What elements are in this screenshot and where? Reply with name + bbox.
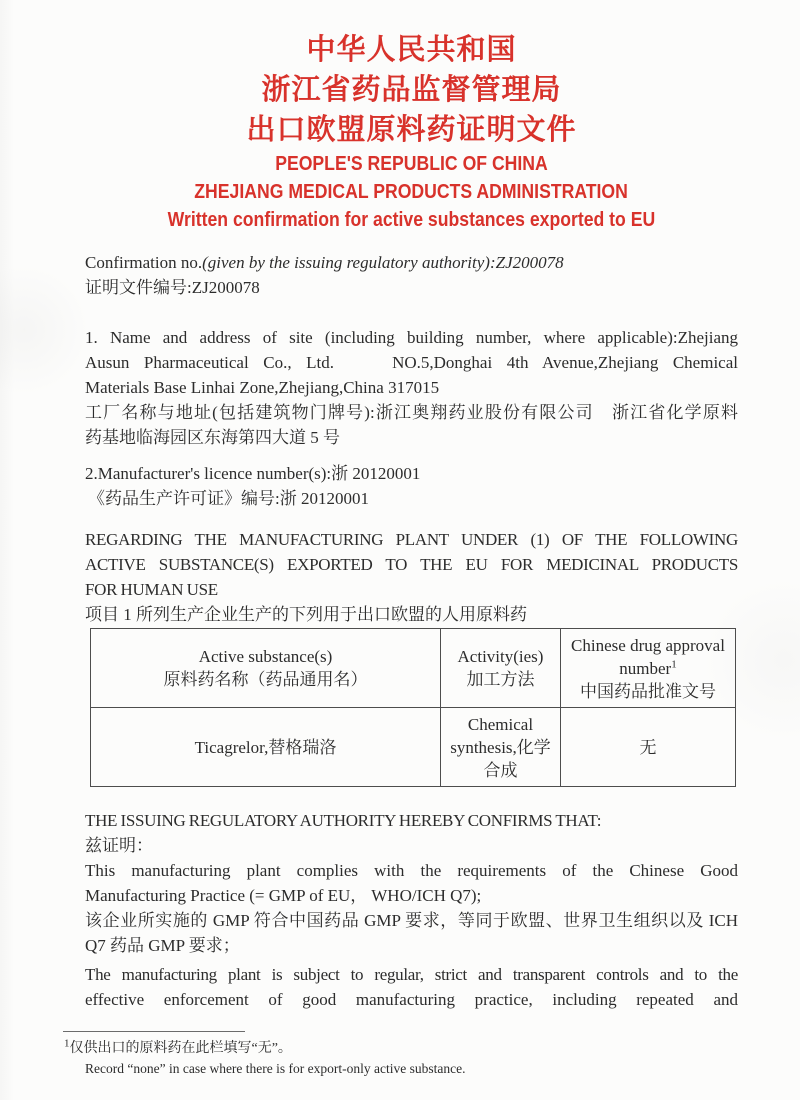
title-en-country: PEOPLE'S REPUBLIC OF CHINA bbox=[275, 152, 548, 175]
paragraph-line: ACTIVE SUBSTANCE(S) EXPORTED TO THE EU FOR MEDICINAL PRODUCTS bbox=[85, 555, 738, 574]
paragraph-line: 药基地临海园区东海第四大道 5 号 bbox=[85, 428, 340, 447]
confirmation-number-block bbox=[85, 250, 738, 300]
paragraph-line: Q7 药品 GMP 要求； bbox=[85, 936, 240, 955]
paragraph-line: This manufacturing plant complies with the requirements of the Chinese Good bbox=[85, 861, 738, 880]
footnote-marker: 1 bbox=[671, 657, 677, 670]
paragraph-line: Ausun Pharmaceutical Co., Ltd. NO.5,Donghai 4th Avenue,Zhejiang Chemical bbox=[85, 353, 738, 372]
regarding-statement bbox=[85, 527, 738, 627]
footnote-line-en: Record “none” in case where there is for export-only active substance. bbox=[85, 1061, 466, 1076]
licence-number-line-zh: 《药品生产许可证》编号:浙 20120001 bbox=[88, 489, 369, 508]
confirmation-number-line-en bbox=[85, 250, 738, 275]
cell-approval-number: 无 bbox=[561, 708, 736, 787]
table-row bbox=[91, 708, 736, 787]
section-1-site-name-address bbox=[85, 325, 738, 450]
confirmation-number-line-zh: 证明文件编号:ZJ200078 bbox=[85, 278, 260, 297]
substance-table bbox=[90, 628, 736, 787]
confirmation-value: :ZJ200078 bbox=[489, 253, 564, 272]
paragraph-line: 项目 1 所列生产企业生产的下列用于出口欧盟的人用原料药 bbox=[85, 605, 527, 624]
paragraph-line: REGARDING THE MANUFACTURING PLANT UNDER (1) OF THE FOLLOWING bbox=[85, 530, 738, 549]
cell-activity: Chemical synthesis,化学合成 bbox=[441, 708, 561, 787]
authority-confirmation-block bbox=[85, 808, 738, 958]
letterhead bbox=[85, 30, 738, 234]
title-zh-country: 中华人民共和国 bbox=[306, 34, 517, 66]
footnote-marker: 1 bbox=[64, 1037, 70, 1050]
section-2-licence-number bbox=[85, 461, 738, 511]
paragraph-line: 该企业所实施的 GMP 符合中国药品 GMP 要求，等同于欧盟、世界卫生组织以及 ICH bbox=[85, 911, 738, 930]
column-header-approval-number: Chinese drug approval number$^1$ 中国药品批准文号 bbox=[561, 629, 736, 708]
confirms-heading-zh: 兹证明： bbox=[85, 836, 153, 855]
confirmation-label: Confirmation no. bbox=[85, 253, 203, 272]
footnote-divider bbox=[63, 1031, 245, 1032]
paragraph-line: The manufacturing plant is subject to regular, strict and transparent controls and to the bbox=[85, 965, 738, 984]
controls-paragraph bbox=[85, 962, 738, 1012]
table-header-row bbox=[91, 629, 736, 708]
paragraph-line: 1. Name and address of site (including building number, where applicable):Zhejiang bbox=[85, 328, 738, 347]
column-header-active-substance: Active substance(s) 原料药名称（药品通用名） bbox=[91, 629, 441, 708]
title-zh-authority: 浙江省药品监督管理局 bbox=[261, 74, 562, 106]
paragraph-line: 工厂名称与地址(包括建筑物门牌号):浙江奥翔药业股份有限公司 浙江省化学原料 bbox=[85, 403, 738, 422]
paragraph-line: FOR HUMAN USE bbox=[85, 580, 218, 599]
cell-active-substance: Ticagrelor,替格瑞洛 bbox=[91, 708, 441, 787]
title-en-document: Written confirmation for active substances exported to EU bbox=[167, 208, 656, 231]
paragraph-line: Materials Base Linhai Zone,Zhejiang,China 317015 bbox=[85, 378, 440, 397]
confirmation-note: (given by the issuing regulatory authority) bbox=[202, 253, 490, 272]
confirms-heading-en: THE ISSUING REGULATORY AUTHORITY HEREBY CONFIRMS THAT: bbox=[85, 811, 602, 830]
paragraph-line: effective enforcement of good manufacturing practice, including repeated and bbox=[85, 990, 738, 1009]
footnote-line-zh: $^1$仅供出口的原料药在此栏填写“无”。 bbox=[64, 1037, 292, 1056]
title-zh-document: 出口欧盟原料药证明文件 bbox=[246, 114, 577, 146]
paragraph-line: Manufacturing Practice (= GMP of EU， WHO/ICH Q7); bbox=[85, 886, 482, 905]
title-en-authority: ZHEJIANG MEDICAL PRODUCTS ADMINISTRATION bbox=[194, 180, 629, 203]
column-header-activity: Activity(ies) 加工方法 bbox=[441, 629, 561, 708]
licence-number-line-en: 2.Manufacturer's licence number(s):浙 20120001 bbox=[85, 464, 421, 483]
footnote-block bbox=[64, 1031, 738, 1078]
